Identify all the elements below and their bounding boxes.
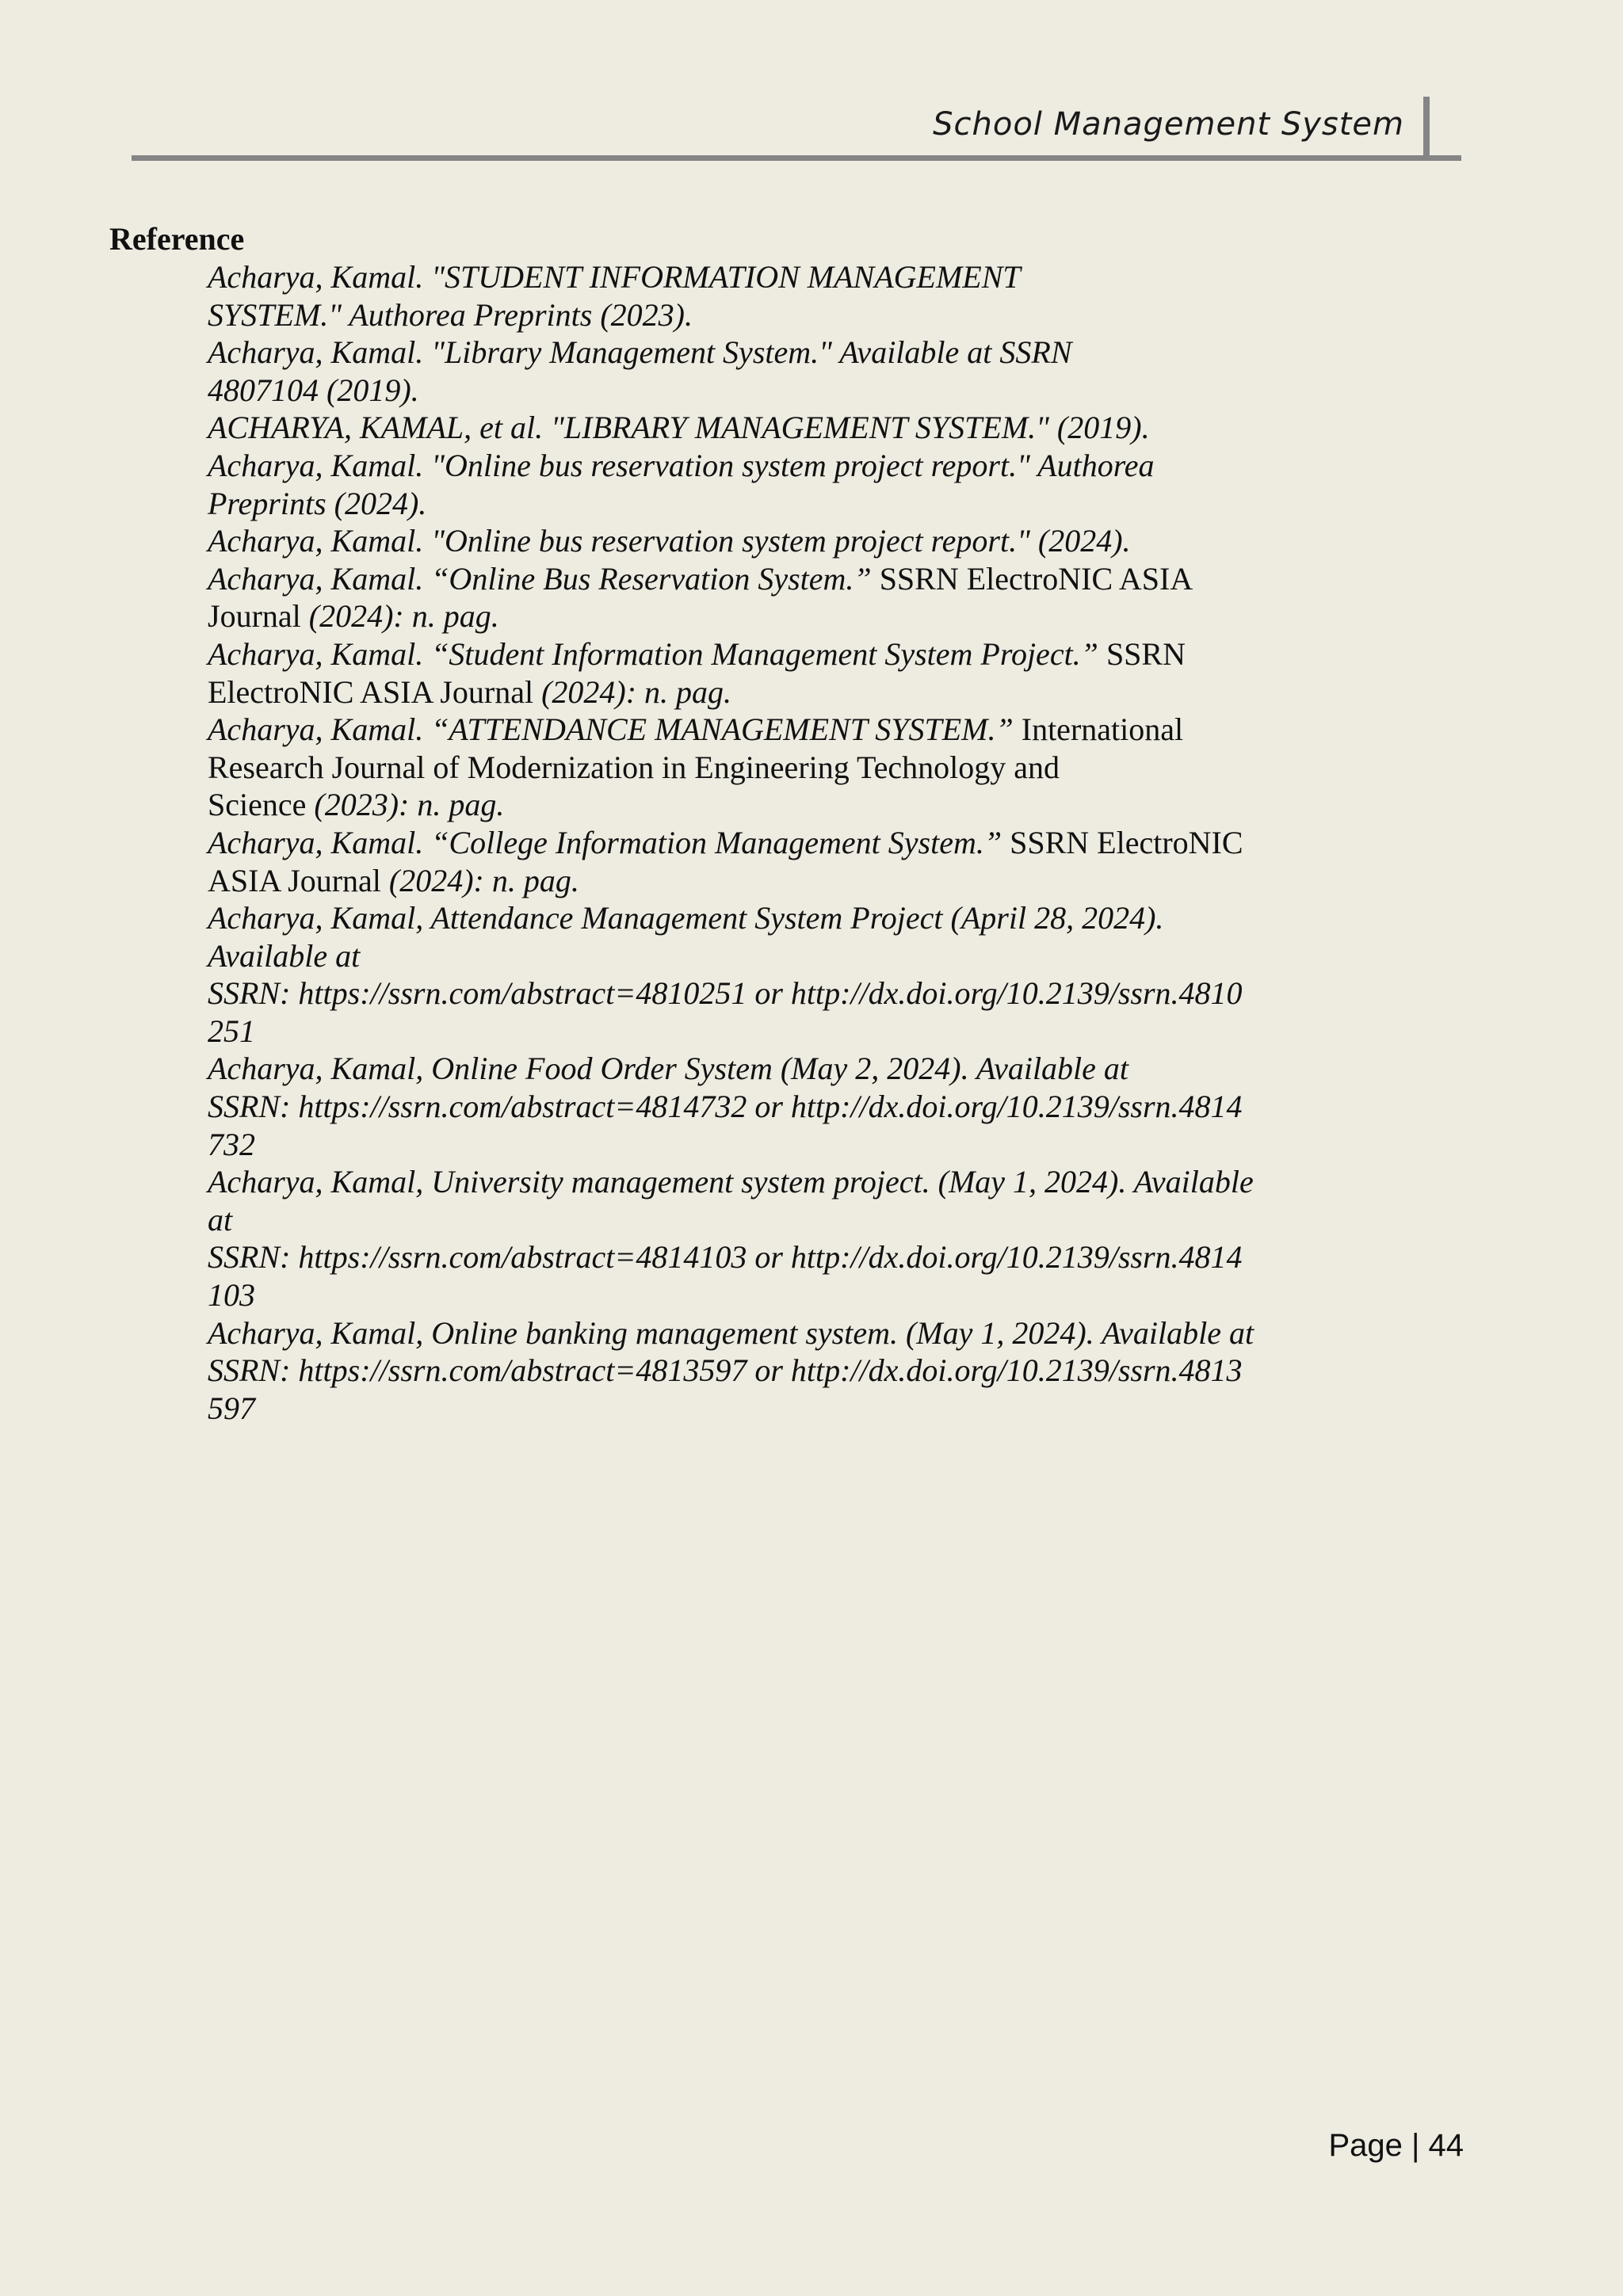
reference-text-segment: Acharya, Kamal, University management system project. (May 1, 2024). Available [208,1164,1254,1200]
reference-text-segment: Acharya, Kamal. "Online bus reservation system project report." (2024). [208,523,1131,559]
reference-text-segment: 251 [208,1013,255,1049]
reference-text-segment: Acharya, Kamal, Attendance Management System Project (April 28, 2024). [208,900,1164,936]
reference-text-segment: SSRN ElectroNIC ASIA [879,560,1193,597]
reference-text-segment: SSRN: https://ssrn.com/abstract=4814103 or http://dx.doi.org/10.2139/ssrn.4814 [208,1239,1243,1276]
header-title: School Management System [933,106,1404,143]
reference-text-segment: Acharya, Kamal. “College Information Management System.” [208,824,1010,860]
reference-text-segment: Acharya, Kamal. “ATTENDANCE MANAGEMENT SYSTEM.” [208,711,1022,748]
reference-text-segment: (2024): n. pag. [380,862,579,898]
reference-line [208,597,1317,635]
reference-line [208,974,1317,1013]
reference-entry [208,635,1317,711]
reference-line [208,258,1317,296]
reference-line [208,522,1317,560]
reference-line [208,1201,1317,1239]
reference-text-segment: Journal [208,598,301,635]
reference-entry [208,824,1317,899]
reference-text-segment: (2024): n. pag. [533,673,732,710]
reference-line [208,560,1317,598]
reference-entry [208,1163,1317,1314]
page-number: Page | 44 [1328,2128,1464,2163]
reference-entry [208,334,1317,409]
reference-entry [208,1050,1317,1163]
reference-line [208,1276,1317,1314]
reference-text-segment: Acharya, Kamal, Online banking management system. (May 1, 2024). Available at [208,1314,1254,1351]
reference-entry [208,409,1317,447]
reference-line [208,1314,1317,1352]
reference-heading: Reference [109,221,245,257]
reference-text-segment: Available at [208,937,361,974]
page-header [132,97,1461,162]
reference-line [208,1088,1317,1126]
header-rule [132,155,1461,161]
reference-text-segment: Science [208,787,307,823]
reference-line [208,1352,1317,1390]
reference-text-segment: SSRN ElectroNIC [1010,824,1243,860]
reference-entry [208,560,1317,635]
reference-text-segment: at [208,1201,233,1238]
reference-text-segment: Acharya, Kamal. "Online bus reservation system project report." Authorea [208,447,1155,483]
reference-text-segment: SSRN: https://ssrn.com/abstract=4814732 or http://dx.doi.org/10.2139/ssrn.4814 [208,1089,1243,1125]
reference-text-segment: Acharya, Kamal. “Student Information Management System Project.” [208,635,1106,672]
reference-text-segment: SSRN: https://ssrn.com/abstract=4813597 or http://dx.doi.org/10.2139/ssrn.4813 [208,1352,1243,1389]
reference-text-segment: 4807104 (2019). [208,372,419,408]
reference-text-segment: Acharya, Kamal, Online Food Order System (May 2, 2024). Available at [208,1051,1129,1087]
reference-line [208,1126,1317,1164]
reference-line [208,635,1317,673]
reference-line [208,1390,1317,1428]
reference-text-segment: International [1021,711,1184,748]
reference-text-segment: Acharya, Kamal. "STUDENT INFORMATION MANAGEMENT [208,259,1021,295]
reference-line [208,824,1317,862]
reference-line [208,1050,1317,1088]
reference-line [208,447,1317,485]
reference-entry [208,1314,1317,1428]
reference-entry [208,258,1317,334]
reference-text-segment: ElectroNIC ASIA Journal [208,673,534,710]
reference-text-segment: SSRN [1106,635,1186,672]
header-vertical-bar [1423,97,1430,157]
reference-text-segment: Acharya, Kamal. "Library Management System." Available at SSRN [208,334,1072,371]
reference-line [208,334,1317,372]
reference-entry [208,522,1317,560]
reference-text-segment: SSRN: https://ssrn.com/abstract=4810251 or http://dx.doi.org/10.2139/ssrn.4810 [208,975,1243,1012]
reference-line [208,937,1317,975]
reference-line [208,296,1317,334]
reference-text-segment: Research Journal of Modernization in Engineering Technology and [208,749,1060,785]
reference-line [208,409,1317,447]
reference-line [208,862,1317,900]
reference-line [208,673,1317,711]
reference-line [208,711,1317,749]
reference-line [208,1238,1317,1276]
reference-line [208,899,1317,937]
reference-text-segment: (2024): n. pag. [300,598,499,635]
reference-text-segment: SYSTEM." Authorea Preprints (2023). [208,296,693,333]
reference-text-segment: 732 [208,1126,255,1162]
reference-line [208,749,1317,787]
reference-entry [208,899,1317,1050]
reference-line [208,485,1317,523]
reference-text-segment: ACHARYA, KAMAL, et al. "LIBRARY MANAGEMENT SYSTEM." (2019). [208,410,1150,446]
reference-text-segment: 103 [208,1277,255,1314]
reference-text-segment: (2023): n. pag. [306,787,505,823]
reference-text-segment: Preprints (2024). [208,485,427,521]
reference-line [208,1013,1317,1051]
reference-entry [208,447,1317,522]
reference-line [208,786,1317,824]
reference-text-segment: ASIA Journal [208,862,381,898]
reference-line [208,1163,1317,1201]
reference-line [208,372,1317,410]
reference-text-segment: Acharya, Kamal. “Online Bus Reservation System.” [208,560,880,597]
reference-list [208,258,1317,1427]
reference-entry [208,711,1317,824]
reference-text-segment: 597 [208,1390,255,1426]
